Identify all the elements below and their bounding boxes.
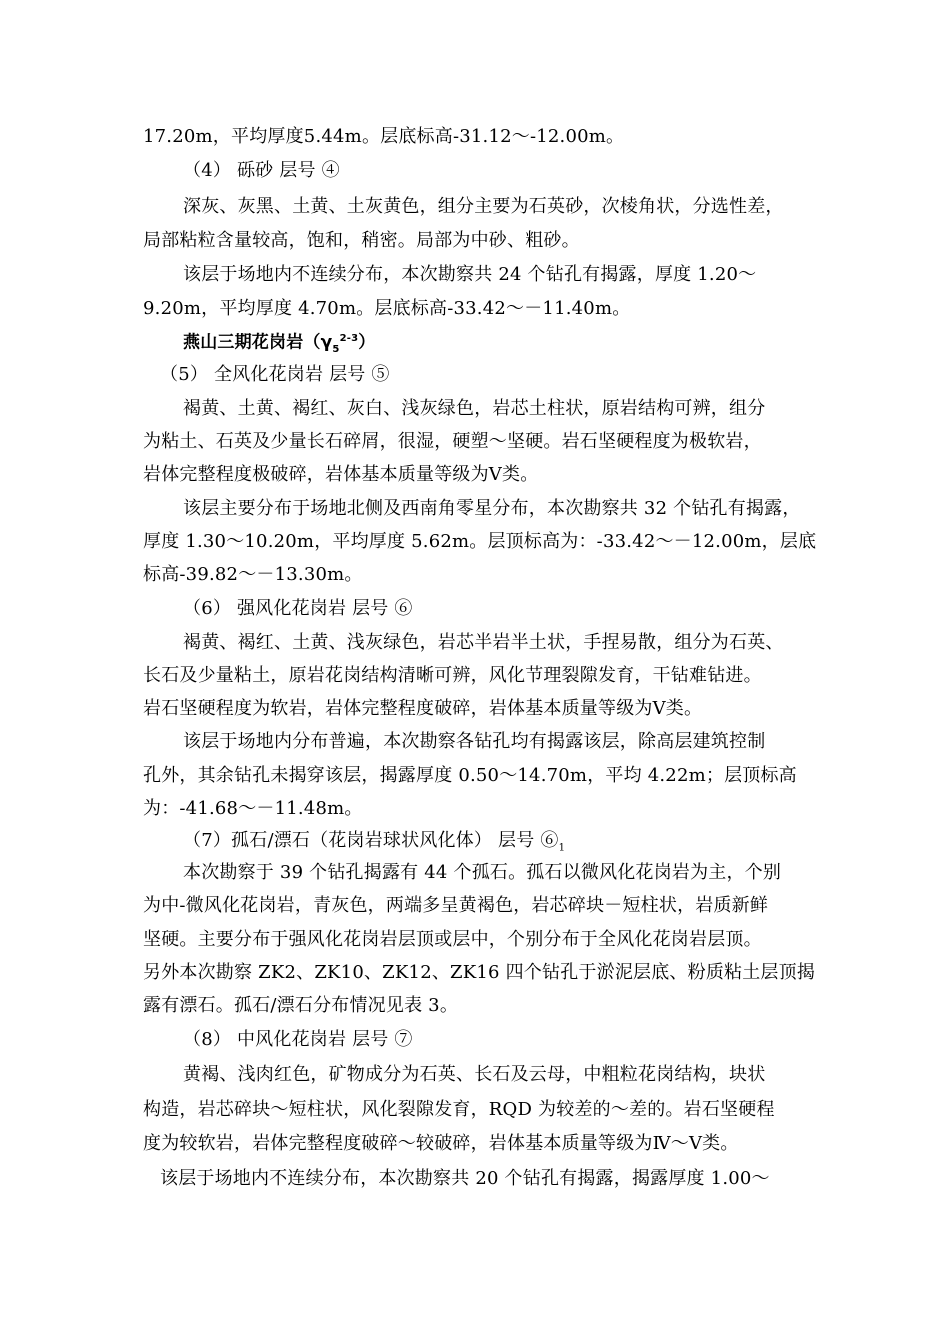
paragraph-line: 岩石坚硬程度为软岩，岩体完整程度破碎，岩体基本质量等级为Ⅴ类。	[143, 698, 703, 719]
paragraph-line: 岩体完整程度极破碎，岩体基本质量等级为Ⅴ类。	[143, 464, 539, 485]
paragraph-line: 露有漂石。孤石/漂石分布情况见表 3。	[143, 995, 459, 1016]
paragraph-line: 褐黄、土黄、褐红、灰白、浅灰绿色，岩芯土柱状，原岩结构可辨，组分	[183, 398, 766, 419]
paragraph-line: 坚硬。主要分布于强风化花岗岩层顶或层中，个别分布于全风化花岗岩层顶。	[143, 929, 762, 950]
paragraph-line: 黄褐、浅肉红色，矿物成分为石英、长石及云母，中粗粒花岗结构，块状	[183, 1064, 766, 1085]
paragraph-line: 9.20m，平均厚度 4.70m。层底标高-33.42～－11.40m。	[143, 298, 631, 319]
paragraph-line: 该层主要分布于场地北侧及西南角零星分布，本次勘察共 32 个钻孔有揭露，	[183, 498, 801, 519]
paragraph-line: 为：-41.68～－11.48m。	[143, 798, 363, 819]
paragraph-line: 标高-39.82～－13.30m。	[143, 564, 363, 585]
paragraph-line: 为中-微风化花岗岩，青灰色，两端多呈黄褐色，岩芯碎块－短柱状，岩质新鲜	[143, 895, 769, 916]
layer-heading-7-subscript: 1	[558, 842, 566, 854]
paragraph-line: 厚度 1.30～10.20m，平均厚度 5.62m。层顶标高为：-33.42～－12.00m，层底	[143, 531, 817, 552]
paragraph-line: 深灰、灰黑、土黄、土灰黄色，组分主要为石英砂，次棱角状，分选性差，	[183, 196, 784, 217]
paragraph-line: 另外本次勘察 ZK2、ZK10、ZK12、ZK16 四个钻孔于淤泥层底、粉质粘土层顶揭	[143, 962, 816, 983]
section-heading-yanshan-granite	[183, 326, 375, 363]
paragraph-line: 该层于场地内不连续分布，本次勘察共 24 个钻孔有揭露，厚度 1.20～	[183, 264, 757, 285]
paragraph-line: 17.20m，平均厚度5.44m。层底标高-31.12～-12.00m。	[143, 126, 625, 147]
layer-heading-8: （8） 中风化花岗岩 层号 ⑦	[183, 1029, 413, 1050]
layer-heading-7-text: （7）孤石/漂石（花岗岩球状风化体） 层号 ⑥	[183, 830, 559, 851]
layer-heading-5: （5） 全风化花岗岩 层号 ⑤	[160, 364, 390, 385]
layer-heading-4: （4） 砾砂 层号 ④	[183, 160, 340, 181]
paragraph-line: 褐黄、褐红、土黄、浅灰绿色，岩芯半岩半土状，手捏易散，组分为石英、	[183, 632, 784, 653]
paragraph-line: 构造，岩芯碎块～短柱状，风化裂隙发育，RQD 为较差的～差的。岩石坚硬程	[143, 1099, 775, 1120]
paragraph-line: 本次勘察于 39 个钻孔揭露有 44 个孤石。孤石以微风化花岗岩为主，个别	[183, 862, 782, 883]
heading-superscript: 2-3	[339, 333, 359, 344]
heading-subscript: 5	[332, 344, 340, 356]
layer-heading-6: （6） 强风化花岗岩 层号 ⑥	[183, 598, 413, 619]
paragraph-line: 局部粘粒含量较高，饱和，稍密。局部为中砂、粗砂。	[143, 230, 580, 251]
paragraph-line: 该层于场地内分布普遍，本次勘察各钻孔均有揭露该层，除高层建筑控制	[183, 731, 766, 752]
layer-heading-7	[183, 828, 565, 862]
paragraph-line: 该层于场地内不连续分布，本次勘察共 20 个钻孔有揭露，揭露厚度 1.00～	[160, 1168, 770, 1189]
heading-text: 燕山三期花岗岩（γ	[183, 332, 333, 353]
paragraph-line: 为粘土、石英及少量长石碎屑，很湿，硬塑～坚硬。岩石坚硬程度为极软岩，	[143, 431, 762, 452]
paragraph-line: 孔外，其余钻孔未揭穿该层，揭露厚度 0.50～14.70m，平均 4.22m；层顶标高	[143, 765, 797, 786]
heading-close: ）	[358, 332, 376, 353]
paragraph-line: 长石及少量粘土，原岩花岗结构清晰可辨，风化节理裂隙发育，干钻难钻进。	[143, 665, 762, 686]
paragraph-line: 度为较软岩，岩体完整程度破碎～较破碎，岩体基本质量等级为Ⅳ～Ⅴ类。	[143, 1133, 739, 1154]
